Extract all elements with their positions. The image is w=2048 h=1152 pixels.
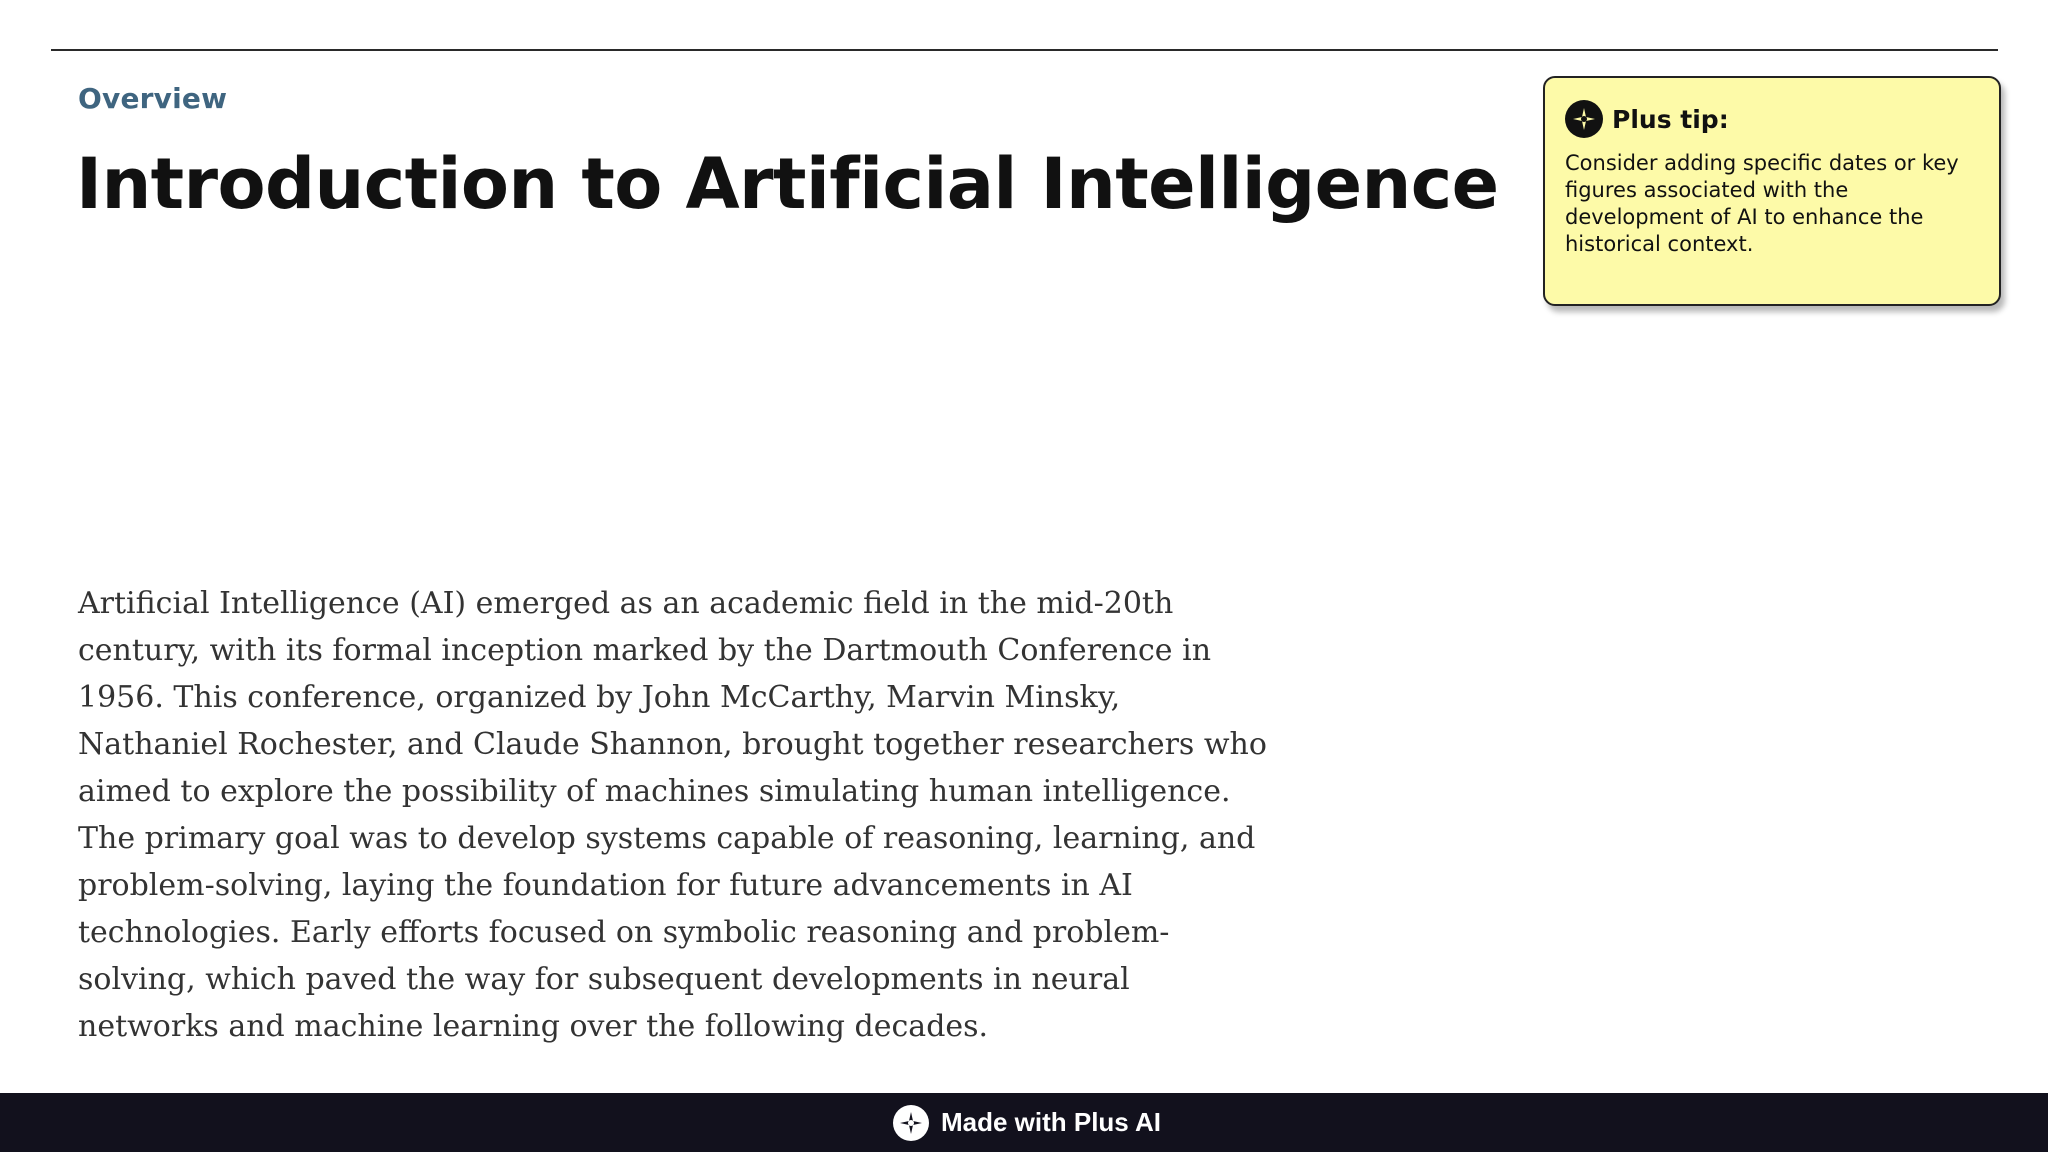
made-with-plus-ai-link[interactable] — [893, 1105, 1161, 1141]
section-label: Overview — [78, 82, 228, 115]
slide-title: Introduction to Artificial Intelligence — [76, 143, 1499, 225]
plus-ai-logo-icon — [893, 1105, 929, 1141]
top-divider — [51, 49, 1998, 51]
tip-header — [1565, 100, 1979, 138]
slide-body-text: Artificial Intelligence (AI) emerged as an academic field in the mid-20th century, with its formal inception marked by the Dartmouth Conference in 1956. This conference, organized by John McCarthy, Marvin Minsky, Nathaniel Rochester, and Claude Shannon, brought together researchers who aimed to explore the possibility of machines simulating human intelligence. The primary goal was to develop systems capable of reasoning, learning, and problem-solving, laying the foundation for future advancements in AI technologies. Early efforts focused on symbolic reasoning and problem-solving, which paved the way for subsequent developments in neural networks and machine learning over the following decades. — [78, 586, 1267, 1044]
tip-text: Consider adding specific dates or key figures associated with the development of AI to enhance the historical context. — [1565, 151, 1959, 256]
tip-label: Plus tip: — [1612, 104, 1729, 134]
plus-tip-card[interactable] — [1543, 76, 2001, 306]
footer-label: Made with Plus AI — [940, 1107, 1162, 1137]
footer-bar — [0, 1093, 2048, 1152]
plus-ai-logo-icon — [1565, 100, 1603, 138]
